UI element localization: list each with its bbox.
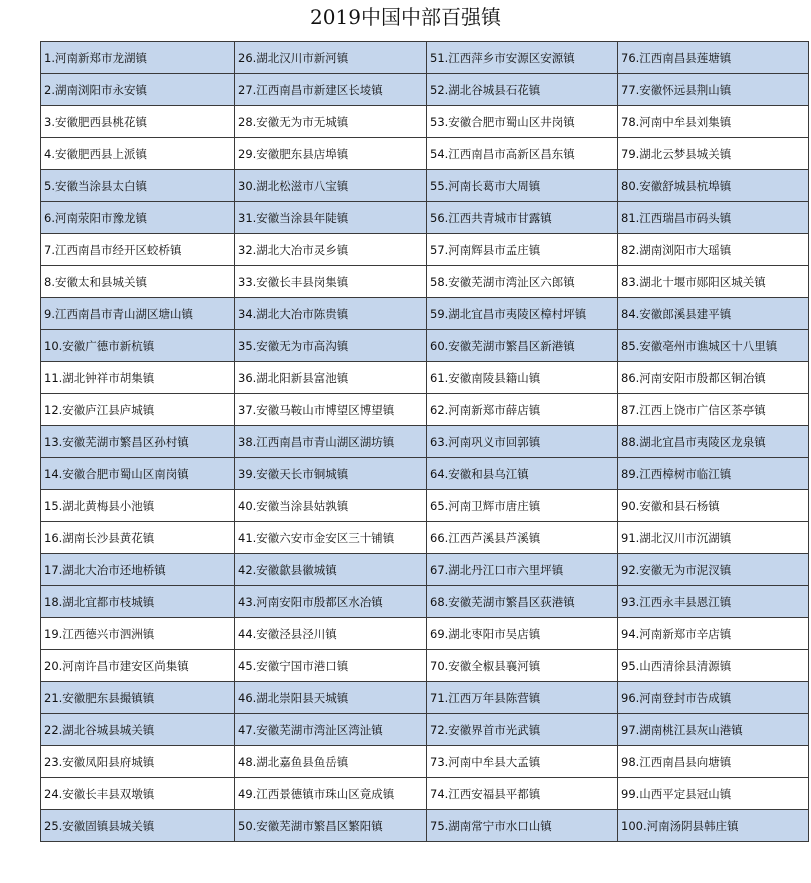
table-row xyxy=(41,330,809,362)
table-cell: 33.安徽长丰县岗集镇 xyxy=(235,266,427,298)
table-cell: 96.河南登封市告成镇 xyxy=(618,682,809,714)
table-cell: 58.安徽芜湖市湾沚区六郎镇 xyxy=(427,266,618,298)
table-cell: 49.江西景德镇市珠山区竟成镇 xyxy=(235,778,427,810)
table-row xyxy=(41,298,809,330)
table-cell: 54.江西南昌市高新区昌东镇 xyxy=(427,138,618,170)
table-cell: 71.江西万年县陈营镇 xyxy=(427,682,618,714)
table-row xyxy=(41,554,809,586)
table-row xyxy=(41,522,809,554)
table-cell: 59.湖北宜昌市夷陵区樟村坪镇 xyxy=(427,298,618,330)
table-cell: 52.湖北谷城县石花镇 xyxy=(427,74,618,106)
table-cell: 40.安徽当涂县姑孰镇 xyxy=(235,490,427,522)
table-cell: 38.江西南昌市青山湖区湖坊镇 xyxy=(235,426,427,458)
table-row xyxy=(41,170,809,202)
table-cell: 44.安徽泾县泾川镇 xyxy=(235,618,427,650)
table-cell: 95.山西清徐县清源镇 xyxy=(618,650,809,682)
table-row xyxy=(41,74,809,106)
table-cell: 83.湖北十堰市郧阳区城关镇 xyxy=(618,266,809,298)
table-row xyxy=(41,202,809,234)
table-cell: 70.安徽全椒县襄河镇 xyxy=(427,650,618,682)
page-title: 2019中国中部百强镇 xyxy=(310,5,501,29)
table-row xyxy=(41,618,809,650)
table-cell: 75.湖南常宁市水口山镇 xyxy=(427,810,618,842)
table-row xyxy=(41,106,809,138)
table-cell: 48.湖北嘉鱼县鱼岳镇 xyxy=(235,746,427,778)
table-cell: 68.安徽芜湖市繁昌区荻港镇 xyxy=(427,586,618,618)
table-cell: 13.安徽芜湖市繁昌区孙村镇 xyxy=(41,426,235,458)
table-cell: 72.安徽界首市光武镇 xyxy=(427,714,618,746)
table-cell: 10.安徽广德市新杭镇 xyxy=(41,330,235,362)
table-cell: 85.安徽亳州市谯城区十八里镇 xyxy=(618,330,809,362)
table-row xyxy=(41,234,809,266)
table-cell: 20.河南许昌市建安区尚集镇 xyxy=(41,650,235,682)
table-cell: 46.湖北崇阳县天城镇 xyxy=(235,682,427,714)
table-row xyxy=(41,490,809,522)
table-row xyxy=(41,650,809,682)
table-cell: 2.湖南浏阳市永安镇 xyxy=(41,74,235,106)
table-cell: 64.安徽和县乌江镇 xyxy=(427,458,618,490)
table-cell: 82.湖南浏阳市大瑶镇 xyxy=(618,234,809,266)
table-cell: 42.安徽歙县徽城镇 xyxy=(235,554,427,586)
table-row xyxy=(41,810,809,842)
rankings-table xyxy=(40,41,809,842)
table-cell: 3.安徽肥西县桃花镇 xyxy=(41,106,235,138)
table-row xyxy=(41,746,809,778)
table-cell: 63.河南巩义市回郭镇 xyxy=(427,426,618,458)
table-cell: 9.江西南昌市青山湖区塘山镇 xyxy=(41,298,235,330)
table-cell: 65.河南卫辉市唐庄镇 xyxy=(427,490,618,522)
table-cell: 45.安徽宁国市港口镇 xyxy=(235,650,427,682)
table-cell: 29.安徽肥东县店埠镇 xyxy=(235,138,427,170)
table-cell: 77.安徽怀远县荆山镇 xyxy=(618,74,809,106)
table-cell: 39.安徽天长市铜城镇 xyxy=(235,458,427,490)
table-cell: 19.江西德兴市泗洲镇 xyxy=(41,618,235,650)
table-cell: 30.湖北松滋市八宝镇 xyxy=(235,170,427,202)
table-cell: 27.江西南昌市新建区长堎镇 xyxy=(235,74,427,106)
table-cell: 97.湖南桃江县灰山港镇 xyxy=(618,714,809,746)
table-cell: 37.安徽马鞍山市博望区博望镇 xyxy=(235,394,427,426)
table-cell: 47.安徽芜湖市湾沚区湾沚镇 xyxy=(235,714,427,746)
table-row xyxy=(41,266,809,298)
table-row xyxy=(41,362,809,394)
table-cell: 43.河南安阳市殷都区水冶镇 xyxy=(235,586,427,618)
table-cell: 16.湖南长沙县黄花镇 xyxy=(41,522,235,554)
table-row xyxy=(41,394,809,426)
table-cell: 99.山西平定县冠山镇 xyxy=(618,778,809,810)
table-cell: 91.湖北汉川市沉湖镇 xyxy=(618,522,809,554)
table-cell: 81.江西瑞昌市码头镇 xyxy=(618,202,809,234)
table-cell: 50.安徽芜湖市繁昌区繁阳镇 xyxy=(235,810,427,842)
table-cell: 57.河南辉县市孟庄镇 xyxy=(427,234,618,266)
table-cell: 18.湖北宜都市枝城镇 xyxy=(41,586,235,618)
table-cell: 26.湖北汉川市新河镇 xyxy=(235,42,427,74)
table-cell: 23.安徽凤阳县府城镇 xyxy=(41,746,235,778)
rankings-table-body xyxy=(41,42,809,842)
table-cell: 78.河南中牟县刘集镇 xyxy=(618,106,809,138)
table-cell: 98.江西南昌县向塘镇 xyxy=(618,746,809,778)
table-cell: 92.安徽无为市泥汊镇 xyxy=(618,554,809,586)
table-cell: 4.安徽肥西县上派镇 xyxy=(41,138,235,170)
table-cell: 86.河南安阳市殷都区铜冶镇 xyxy=(618,362,809,394)
table-cell: 5.安徽当涂县太白镇 xyxy=(41,170,235,202)
table-cell: 31.安徽当涂县年陡镇 xyxy=(235,202,427,234)
table-cell: 88.湖北宜昌市夷陵区龙泉镇 xyxy=(618,426,809,458)
table-row xyxy=(41,714,809,746)
table-cell: 8.安徽太和县城关镇 xyxy=(41,266,235,298)
table-cell: 79.湖北云梦县城关镇 xyxy=(618,138,809,170)
table-cell: 94.河南新郑市辛店镇 xyxy=(618,618,809,650)
table-cell: 67.湖北丹江口市六里坪镇 xyxy=(427,554,618,586)
table-cell: 69.湖北枣阳市吴店镇 xyxy=(427,618,618,650)
table-cell: 93.江西永丰县恩江镇 xyxy=(618,586,809,618)
table-cell: 61.安徽南陵县籍山镇 xyxy=(427,362,618,394)
table-cell: 1.河南新郑市龙湖镇 xyxy=(41,42,235,74)
table-cell: 15.湖北黄梅县小池镇 xyxy=(41,490,235,522)
table-cell: 21.安徽肥东县撮镇镇 xyxy=(41,682,235,714)
table-cell: 66.江西芦溪县芦溪镇 xyxy=(427,522,618,554)
table-cell: 73.河南中牟县大孟镇 xyxy=(427,746,618,778)
table-cell: 28.安徽无为市无城镇 xyxy=(235,106,427,138)
table-cell: 74.江西安福县平都镇 xyxy=(427,778,618,810)
table-cell: 41.安徽六安市金安区三十铺镇 xyxy=(235,522,427,554)
table-cell: 11.湖北钟祥市胡集镇 xyxy=(41,362,235,394)
table-cell: 7.江西南昌市经开区蛟桥镇 xyxy=(41,234,235,266)
table-cell: 90.安徽和县石杨镇 xyxy=(618,490,809,522)
table-cell: 34.湖北大冶市陈贵镇 xyxy=(235,298,427,330)
table-row xyxy=(41,586,809,618)
table-cell: 60.安徽芜湖市繁昌区新港镇 xyxy=(427,330,618,362)
table-cell: 76.江西南昌县莲塘镇 xyxy=(618,42,809,74)
table-cell: 35.安徽无为市高沟镇 xyxy=(235,330,427,362)
table-row xyxy=(41,458,809,490)
table-cell: 12.安徽庐江县庐城镇 xyxy=(41,394,235,426)
table-cell: 17.湖北大冶市还地桥镇 xyxy=(41,554,235,586)
table-cell: 36.湖北阳新县富池镇 xyxy=(235,362,427,394)
table-cell: 32.湖北大冶市灵乡镇 xyxy=(235,234,427,266)
table-row xyxy=(41,42,809,74)
table-cell: 100.河南汤阴县韩庄镇 xyxy=(618,810,809,842)
table-cell: 62.河南新郑市薛店镇 xyxy=(427,394,618,426)
table-cell: 89.江西樟树市临江镇 xyxy=(618,458,809,490)
table-cell: 14.安徽合肥市蜀山区南岗镇 xyxy=(41,458,235,490)
table-cell: 24.安徽长丰县双墩镇 xyxy=(41,778,235,810)
table-row xyxy=(41,426,809,458)
table-cell: 25.安徽固镇县城关镇 xyxy=(41,810,235,842)
table-row xyxy=(41,682,809,714)
table-row xyxy=(41,138,809,170)
table-cell: 56.江西共青城市甘露镇 xyxy=(427,202,618,234)
table-cell: 87.江西上饶市广信区茶亭镇 xyxy=(618,394,809,426)
table-cell: 84.安徽郎溪县建平镇 xyxy=(618,298,809,330)
table-cell: 80.安徽舒城县杭埠镇 xyxy=(618,170,809,202)
table-cell: 51.江西萍乡市安源区安源镇 xyxy=(427,42,618,74)
table-row xyxy=(41,778,809,810)
table-cell: 53.安徽合肥市蜀山区井岗镇 xyxy=(427,106,618,138)
table-cell: 22.湖北谷城县城关镇 xyxy=(41,714,235,746)
table-cell: 55.河南长葛市大周镇 xyxy=(427,170,618,202)
table-cell: 6.河南荥阳市豫龙镇 xyxy=(41,202,235,234)
